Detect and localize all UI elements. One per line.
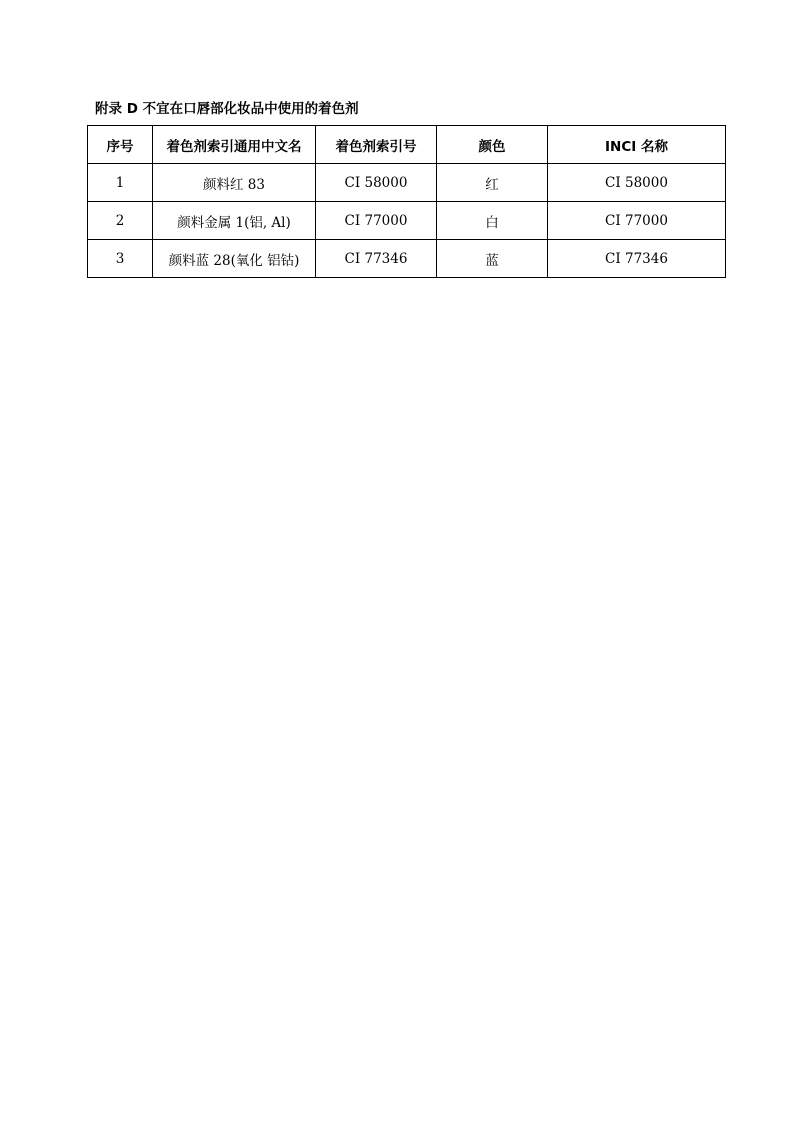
cell-colorant-index-number: CI 77000	[316, 202, 437, 240]
cell-colorant-chinese-name: 颜料金属 1(铝, Al)	[153, 202, 316, 240]
header-colorant-chinese-name: 着色剂索引通用中文名	[153, 126, 316, 164]
header-color: 颜色	[437, 126, 548, 164]
table-header-row	[88, 126, 726, 164]
table-row	[88, 240, 726, 278]
cell-colorant-chinese-name: 颜料红 83	[153, 164, 316, 202]
cell-serial-number: 1	[88, 164, 153, 202]
cell-colorant-chinese-name: 颜料蓝 28(氧化 铝钴)	[153, 240, 316, 278]
cell-colorant-index-number: CI 77346	[316, 240, 437, 278]
cell-inci-name: CI 58000	[548, 164, 726, 202]
header-serial-number: 序号	[88, 126, 153, 164]
colorant-table	[87, 125, 726, 278]
header-colorant-index-number: 着色剂索引号	[316, 126, 437, 164]
table-row	[88, 202, 726, 240]
cell-color: 蓝	[437, 240, 548, 278]
cell-serial-number: 2	[88, 202, 153, 240]
cell-color: 白	[437, 202, 548, 240]
header-inci-name: INCI 名称	[548, 126, 726, 164]
document-title: 附录 D 不宜在口唇部化妆品中使用的着色剂	[95, 101, 359, 117]
cell-colorant-index-number: CI 58000	[316, 164, 437, 202]
cell-inci-name: CI 77000	[548, 202, 726, 240]
cell-color: 红	[437, 164, 548, 202]
cell-serial-number: 3	[88, 240, 153, 278]
table-row	[88, 164, 726, 202]
cell-inci-name: CI 77346	[548, 240, 726, 278]
